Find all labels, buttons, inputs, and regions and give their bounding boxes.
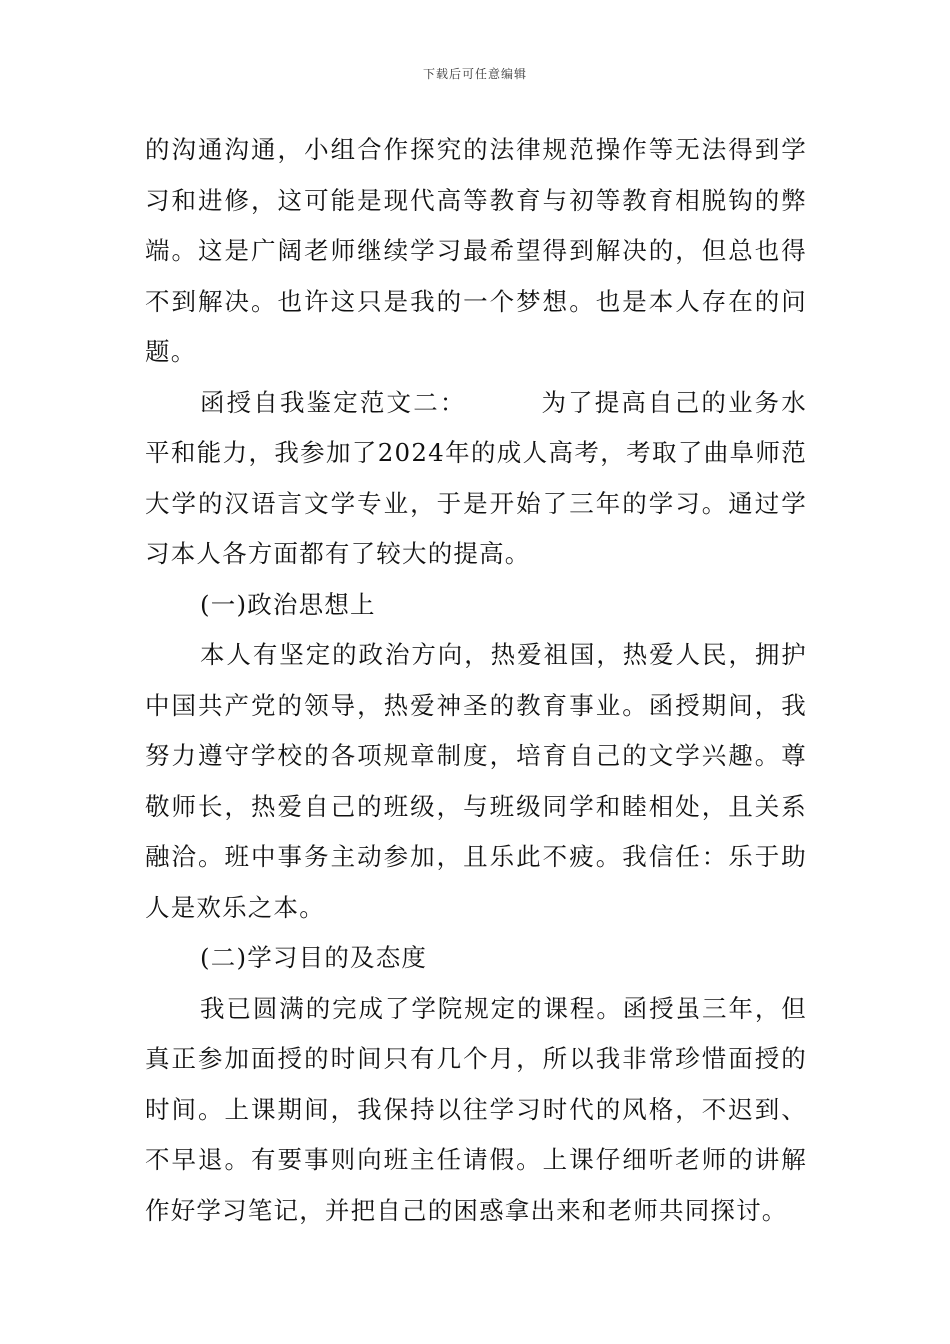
subheading-political: (一)政治思想上 (200, 589, 376, 619)
section-heading-fanwen-2: 函授自我鉴定范文二： (200, 387, 467, 417)
document-body (145, 125, 807, 1236)
page-header: 下载后可任意编辑 (422, 67, 527, 81)
paragraph-political: 本人有坚定的政治方向，热爱祖国，热爱人民，拥护中国共产党的领导，热爱神圣的教育事业。函授期间，我努力遵守学校的各项规章制度，培育自己的文学兴趣。尊敬师长，热爱自己的班级，与班级同学和睦相处，且关系融洽。班中事务主动参加，且乐此不疲。我信任：乐于助人是欢乐之本。 (145, 640, 807, 922)
paragraph-2 (145, 378, 807, 580)
paragraph-study-purpose: 我已圆满的完成了学院规定的课程。函授虽三年，但真正参加面授的时间只有几个月，所以我非常珍惜面授的时间。上课期间，我保持以往学习时代的风格，不迟到、不早退。有要事则向班主任请假。上课仔细听老师的讲解作好学习笔记，并把自己的困惑拿出来和老师共同探讨。 (145, 993, 807, 1225)
subheading-study-purpose: (二)学习目的及态度 (200, 943, 428, 972)
paragraph-1: 的沟通沟通，小组合作探究的法律规范操作等无法得到学习和进修，这可能是现代高等教育与初等教育相脱钩的弊端。这是广阔老师继续学习最希望得到解决的，但总也得不到解决。也许这只是我的一个梦想。也是本人存在的问题。 (145, 135, 807, 366)
paragraph-2-text: 为了提高自己的业务水平和能力，我参加了2024年的成人高考，考取了曲阜师范大学的汉语言文学专业，于是开始了三年的学习。通过学习本人各方面都有了较大的提高。 (145, 387, 807, 568)
